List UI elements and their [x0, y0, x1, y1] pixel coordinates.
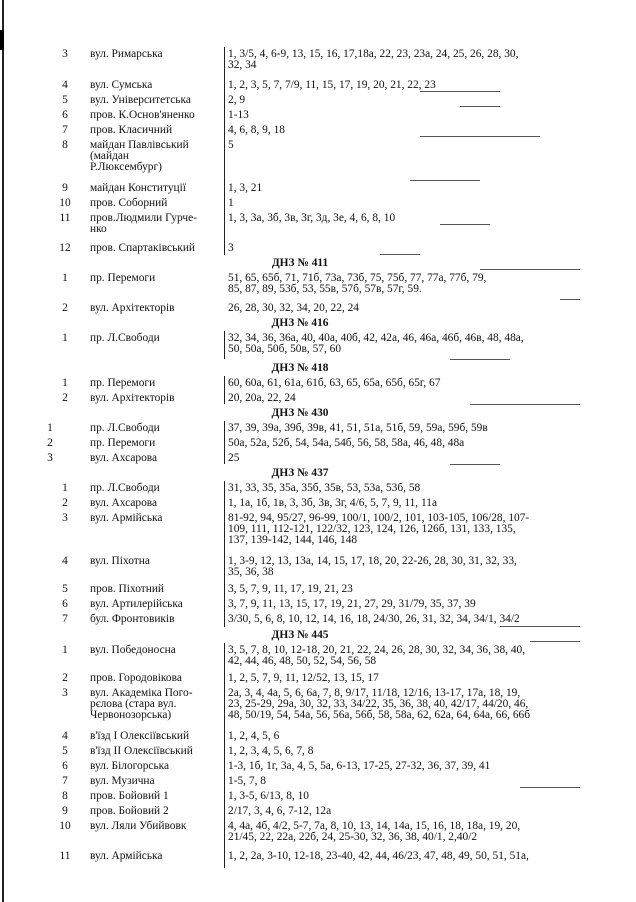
row-number: 3	[62, 512, 68, 524]
column-divider	[224, 47, 225, 255]
section-title: ДНЗ № 430	[271, 407, 329, 419]
house-numbers: 32, 34, 36, 36а, 40, 40а, 40б, 42, 42а, 46, 46а, 46б, 46в, 48, 48а, 50, 50а, 50б, 50в, 57, 60	[228, 332, 524, 355]
section-title: ДНЗ № 445	[271, 629, 329, 641]
row-number: 7	[62, 613, 68, 625]
street-name: пров. Бойовий 2	[90, 805, 169, 817]
house-numbers: 3, 5, 7, 9, 11, 17, 19, 21, 23	[228, 583, 353, 595]
scan-artifact	[520, 787, 580, 788]
row-number: 11	[59, 212, 71, 224]
street-name: в'їзд І Олексіївський	[90, 730, 190, 742]
row-number: 4	[62, 555, 68, 567]
section-title: ДНЗ № 416	[271, 317, 329, 329]
row-number: 9	[62, 805, 68, 817]
house-numbers: 31, 33, 35, 35а, 35б, 35в, 53, 53а, 53б, 58	[228, 482, 421, 494]
street-name: вул. Артилерійська	[90, 598, 183, 610]
street-name: пров.Людмили Гурче- нко	[90, 212, 197, 235]
house-numbers: 2/17, 3, 4, 6, 7-12, 12а	[228, 805, 332, 817]
column-divider	[224, 421, 225, 464]
street-name: вул. Академіка Пого- рєлова (стара вул. Червонозорська)	[90, 687, 193, 721]
row-number: 6	[62, 598, 68, 610]
scan-artifact	[410, 180, 480, 181]
scan-artifact	[560, 299, 580, 300]
scan-artifact	[420, 91, 500, 92]
scan-artifact	[450, 359, 510, 360]
row-number: 1	[62, 482, 68, 494]
house-numbers: 3	[228, 242, 234, 254]
house-numbers: 1, 3-5, 6/13, 8, 10	[228, 790, 309, 802]
street-name: вул. Піхотна	[90, 555, 150, 567]
house-numbers: 3/30, 5, 6, 8, 10, 12, 14, 16, 18, 24/30, 26, 31, 32, 34, 34/1, 34/2	[228, 613, 520, 625]
street-name: вул. Ахсарова	[90, 452, 158, 464]
section-title: ДНЗ № 411	[271, 257, 329, 269]
street-name: пров. Спартаківський	[90, 242, 196, 254]
street-name: в'їзд ІІ Олексіївський	[90, 745, 193, 757]
street-name: пров. Бойовий 1	[90, 790, 169, 802]
street-name: пр. Перемоги	[90, 272, 156, 284]
row-number: 6	[62, 760, 68, 772]
scan-artifact	[500, 626, 580, 627]
street-name: пр. Л.Свободи	[90, 422, 160, 434]
house-numbers: 60, 60а, 61, 61а, 61б, 63, 65, 65а, 65б, 65г, 67	[228, 377, 441, 389]
house-numbers: 1, 3-9, 12, 13, 13а, 14, 15, 17, 18, 20, 22-26, 28, 30, 31, 32, 33, 35, 36, 38	[228, 555, 517, 578]
row-number: 1	[62, 377, 68, 389]
house-numbers: 1, 2, 2а, 3-10, 12-18, 23-40, 42, 44, 46/23, 47, 48, 49, 50, 51, 51а,	[228, 850, 529, 862]
row-number: 11	[59, 850, 71, 862]
house-numbers: 5	[228, 139, 234, 151]
street-name: майдан Павлівський (майдан Р.Люксембург)	[90, 139, 189, 173]
row-number: 3	[47, 452, 53, 464]
street-name: вул. Римарська	[90, 48, 163, 60]
house-numbers: 3, 5, 7, 8, 10, 12-18, 20, 21, 22, 24, 26, 28, 30, 32, 34, 36, 38, 40, 42, 44, 46, 48, 50, 52, 54, 56, 58	[228, 644, 526, 667]
street-name: пров. Класичний	[90, 124, 173, 136]
house-numbers: 4, 4а, 4б, 4/2, 5-7, 7а, 8, 10, 13, 14, 14а, 15, 16, 18, 18а, 19, 20, 21/45, 22, 22а, 22б, 24, 25-30, 32, 36, 38, 40/1, 2,40/2	[228, 820, 521, 843]
house-numbers: 25	[228, 452, 240, 464]
house-numbers: 2а, 3, 4, 4а, 5, 6, 6а, 7, 8, 9/17, 11/18, 12/16, 13-17, 17а, 18, 19, 23, 25-29, 29а, 30, 32, 33, 34/22, 35, 36, 38, 40, 42/17, 44/20, 46, 48, 50/19, 54, 54а, 56, 56а, 56б, 58, 58а, 62, 62а, 64, 64а, 66, 66б	[228, 687, 531, 721]
house-numbers: 1, 2, 4, 5, 6	[228, 730, 280, 742]
street-name: вул. Архітекторів	[90, 302, 175, 314]
street-name: бул. Фронтовиків	[90, 613, 175, 625]
house-numbers: 1, 2, 5, 7, 9, 11, 12/52, 13, 15, 17	[228, 672, 379, 684]
column-divider	[224, 331, 225, 359]
row-number: 5	[62, 94, 68, 106]
house-numbers: 1, 2, 3, 4, 5, 6, 7, 8	[228, 745, 314, 757]
row-number: 10	[59, 820, 71, 832]
house-numbers: 20, 20а, 22, 24	[228, 392, 296, 404]
street-name: вул. Ахсарова	[90, 497, 158, 509]
scan-artifact	[460, 106, 500, 107]
section-title: ДНЗ № 437	[271, 467, 329, 479]
house-numbers: 81-92, 94, 95/27, 96-99, 100/1, 100/2, 101, 103-105, 106/28, 107- 109, 111, 112-121, 122/32, 123, 124, 126, 126б, 131, 133, 135, 137, 139-142, 144, 146, 148	[228, 512, 530, 546]
house-numbers: 1, 3, 21	[228, 182, 263, 194]
row-number: 6	[62, 109, 68, 121]
column-divider	[224, 376, 225, 404]
house-numbers: 1, 2, 3, 5, 7, 7/9, 11, 15, 17, 19, 20, 21, 22, 23	[228, 79, 436, 91]
row-number: 10	[59, 197, 71, 209]
house-numbers: 26, 28, 30, 32, 34, 20, 22, 24	[228, 302, 359, 314]
house-numbers: 4, 6, 8, 9, 18	[228, 124, 285, 136]
row-number: 1	[47, 422, 53, 434]
row-number: 7	[62, 775, 68, 787]
column-divider	[224, 643, 225, 868]
row-number: 8	[62, 139, 68, 151]
row-number: 2	[47, 437, 53, 449]
row-number: 3	[62, 687, 68, 699]
street-name: пров. Городовікова	[90, 672, 182, 684]
house-numbers: 1, 1а, 1б, 1в, 3, 3б, 3в, 3г, 4/6, 5, 7, 9, 11, 11а	[228, 497, 438, 509]
street-name: вул. Архітекторів	[90, 392, 175, 404]
row-number: 2	[62, 497, 68, 509]
house-numbers: 1-3, 1б, 1г, 3а, 4, 5, 5а, 6-13, 17-25, 27-32, 36, 37, 39, 41	[228, 760, 491, 772]
row-number: 2	[62, 672, 68, 684]
street-name: вул. Армійська	[90, 850, 163, 862]
street-name: пр. Л.Свободи	[90, 482, 160, 494]
row-number: 9	[62, 182, 68, 194]
street-name: пр. Л.Свободи	[90, 332, 160, 344]
row-number: 3	[62, 48, 68, 60]
house-numbers: 3, 7, 9, 11, 13, 15, 17, 19, 21, 27, 29, 31/79, 35, 37, 39	[228, 598, 476, 610]
house-numbers: 1-5, 7, 8	[228, 775, 266, 787]
row-number: 4	[62, 730, 68, 742]
street-name: вул. Університетська	[90, 94, 191, 106]
house-numbers: 51, 65, 65б, 71, 71б, 73а, 73б, 75, 75б, 77, 77а, 77б, 79, 85, 87, 89, 53б, 53, 55в, 57б, 57в, 57г, 59.	[228, 272, 487, 295]
scan-artifact	[470, 404, 580, 405]
scan-artifact	[440, 224, 490, 225]
street-name: вул. Армійська	[90, 512, 163, 524]
row-number: 4	[62, 79, 68, 91]
row-number: 5	[62, 583, 68, 595]
house-numbers: 1-13	[228, 109, 249, 121]
street-name: пров. Піхотний	[90, 583, 165, 595]
street-name: вул. Победоносна	[90, 644, 176, 656]
row-number: 2	[62, 302, 68, 314]
house-numbers: 1, 3, 3а, 3б, 3в, 3г, 3д, 3е, 4, 6, 8, 10	[228, 212, 396, 224]
street-name: пров. Соборний	[90, 197, 168, 209]
scan-edge	[2, 0, 4, 902]
street-name: пр. Перемоги	[90, 437, 156, 449]
street-name: пр. Перемоги	[90, 377, 156, 389]
row-number: 1	[62, 332, 68, 344]
section-title: ДНЗ № 418	[271, 362, 329, 374]
street-name: вул. Білогорська	[90, 760, 170, 772]
house-numbers: 2, 9	[228, 94, 246, 106]
house-numbers: 50а, 52а, 52б, 54, 54а, 54б, 56, 58, 58а, 46, 48, 48а	[228, 437, 465, 449]
street-name: майдан Конституції	[90, 182, 186, 194]
scan-artifact	[450, 464, 500, 465]
row-number: 12	[59, 242, 71, 254]
street-name: вул. Сумська	[90, 79, 153, 91]
row-number: 1	[62, 644, 68, 656]
scan-artifact	[530, 641, 580, 642]
scan-artifact	[380, 254, 420, 255]
house-numbers: 1	[228, 197, 234, 209]
street-name: вул. Ляли Убийвовк	[90, 820, 187, 832]
house-numbers: 37, 39, 39а, 39б, 39в, 41, 51, 51а, 51б, 59, 59а, 59б, 59в	[228, 422, 488, 434]
column-divider	[224, 481, 225, 627]
row-number: 8	[62, 790, 68, 802]
row-number: 1	[62, 272, 68, 284]
scan-mark	[0, 30, 4, 50]
street-name: пров. К.Основ'яненко	[90, 109, 195, 121]
scan-artifact	[480, 269, 580, 270]
row-number: 7	[62, 124, 68, 136]
row-number: 5	[62, 745, 68, 757]
street-name: вул. Музична	[90, 775, 155, 787]
scan-artifact	[420, 136, 540, 137]
house-numbers: 1, 3/5, 4, 6-9, 13, 15, 16, 17,18а, 22, 23, 23а, 24, 25, 26, 28, 30, 32, 34	[228, 48, 519, 71]
row-number: 2	[62, 392, 68, 404]
